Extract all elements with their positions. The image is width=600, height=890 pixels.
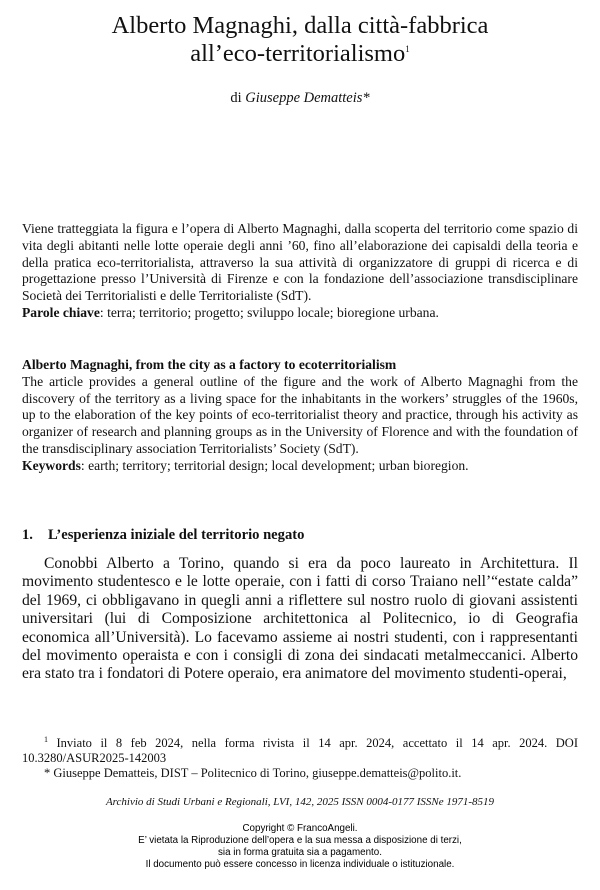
footnote-1-mark: 1 [44, 734, 48, 744]
abstract-italian-text: Viene tratteggiata la figura e l’opera di Alberto Magnaghi, dalla scoperta del territorio come spazio di vita degli abitanti nelle lotte operaie degli anni ’60, fino all’elaborazione dei capisaldi della teoria e della pratica eco-territorialista, attraverso la sua attività di organizzatore di gruppi di ricerca e di progettazione presso l’Università di Firenze e con la fondazione dell’associazione transdisciplinare Società dei Territorialisti e delle Territorialiste (SdT). [22, 221, 578, 304]
footnotes [22, 736, 578, 781]
title-footnote-mark[interactable]: 1 [405, 43, 410, 54]
journal-citation: Archivio di Studi Urbani e Regionali, LVI, 142, 2025 ISSN 0004-0177 ISSNe 1971-8519 [105, 796, 495, 808]
section-heading [22, 527, 578, 544]
copyright-line-2: E’ vietata la Riproduzione dell’opera e la sua messa a disposizione di terzi, [138, 835, 462, 846]
footnote-1 [22, 736, 578, 766]
article-title [0, 12, 600, 68]
abstract-english-text: The article provides a general outline of the figure and the work of Alberto Magnaghi from the discovery of the territory as a living space for the inhabitants in the workers’ struggles of the 1960s, up to the elaboration of the key points of eco-territorialist theory and practice, through his activity as organizer of research and planning groups as in the University of Florence and with the foundation of the transdisciplinary association Territorialists’ Society (SdT). [22, 373, 578, 456]
section-title: L’esperienza iniziale del territorio negato [48, 527, 305, 543]
body-paragraph: Conobbi Alberto a Torino, quando si era da poco laureato in Architettura. Il movimento studentesco e le lotte operaie, con i fatti di corso Traiano nell’“estate calda” del 1969, ci obbligavano in quegli anni a riflettere sul nostro ruolo di giovani assistenti universitari (lui di Composizione architettonica al Politecnico, io di Geografia economica all’Università). Lo facevamo assieme ai nostri studenti, con i rappresentanti del movimento operaista e con i consigli di zona dei sindacati metalmeccanici. Alberto era stato tra i fondatori di Potere operaio, era animatore del movimento studenti-operai, [22, 555, 578, 683]
copyright-line-4: Il documento può essere concesso in licenza individuale o istituzionale. [145, 859, 455, 870]
keywords-english [22, 458, 578, 475]
keywords-english-label: Keywords [22, 457, 81, 473]
abstract-english [22, 357, 578, 475]
copyright-notice [0, 823, 600, 871]
keywords-italian-label: Parole chiave [22, 304, 100, 320]
footnote-author: * Giuseppe Dematteis, DIST – Politecnico di Torino, giuseppe.dematteis@polito.it. [44, 766, 462, 780]
title-line-1: Alberto Magnaghi, dalla città-fabbrica [111, 12, 489, 39]
keywords-italian-list: : terra; territorio; progetto; sviluppo locale; bioregione urbana. [99, 304, 439, 320]
footnote-1-text: Inviato il 8 feb 2024, nella forma rivista il 14 apr. 2024, accettato il 14 apr. 2024. DOI 10.3280/ASUR2025-142003 [22, 736, 578, 765]
keywords-italian [22, 305, 578, 322]
keywords-english-list: : earth; territory; territorial design; local development; urban bioregion. [80, 457, 469, 473]
title-line-2-text: all’eco-territorialismo [190, 40, 406, 67]
author-prefix: di [230, 90, 242, 106]
title-line-2 [0, 40, 600, 68]
abstract-italian [22, 221, 578, 322]
section-number: 1. [22, 527, 33, 543]
author-line [0, 90, 600, 107]
abstract-english-title: Alberto Magnaghi, from the city as a factory to ecoterritorialism [22, 357, 397, 372]
copyright-line-3: sia in forma gratuita sia a pagamento. [218, 847, 382, 858]
copyright-line-1: Copyright © FrancoAngeli. [242, 823, 358, 834]
author-name: Giuseppe Dematteis* [245, 90, 370, 106]
